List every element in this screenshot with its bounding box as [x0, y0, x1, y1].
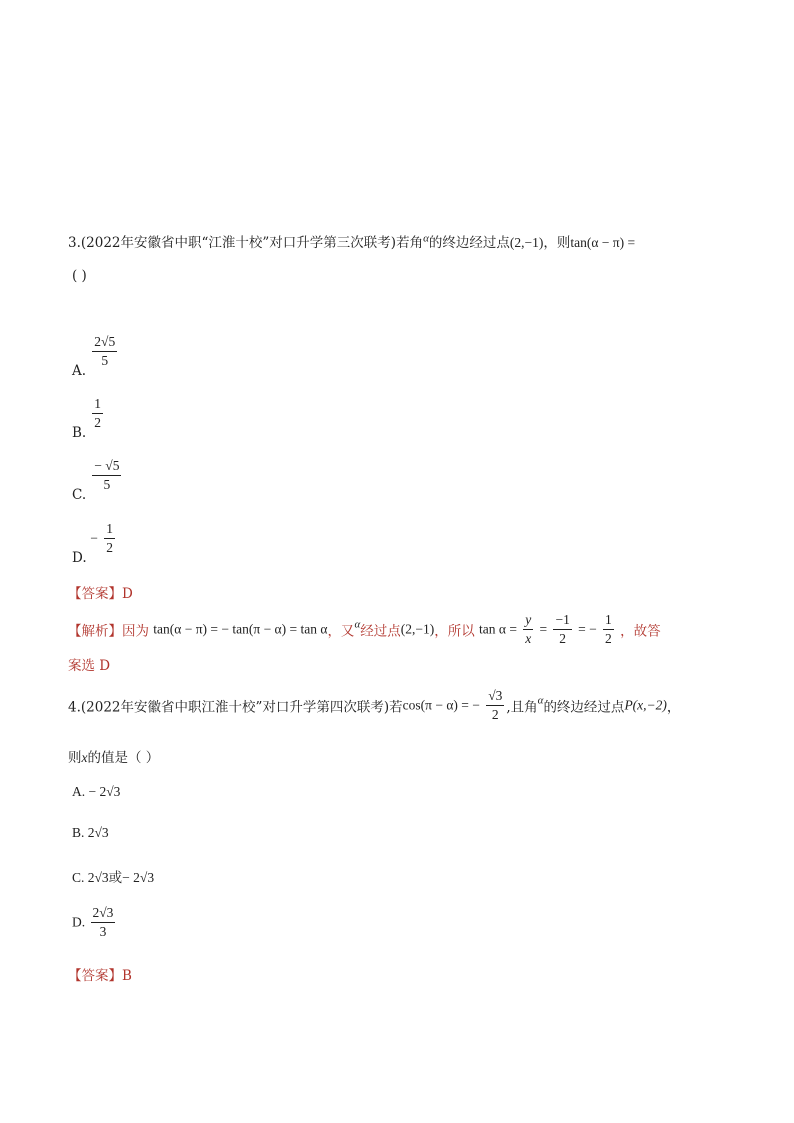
q3-answer: D — [122, 586, 133, 602]
q3-eq: = — [539, 621, 548, 637]
q3-frac-1-2-num: 1 — [603, 612, 614, 630]
q3-option-b-label: B. — [72, 425, 87, 441]
q3-option-b-frac — [92, 396, 103, 431]
q4-line2-b: 的值是（ ） — [87, 750, 160, 766]
q4-option-c-1: C. 2√3 — [72, 870, 109, 885]
q3-option-a-den: 5 — [101, 353, 109, 368]
q4-answer: B — [122, 968, 132, 984]
q3-option-b-den: 2 — [94, 415, 102, 430]
q3-stem: 3.(2022年安徽省中职“江淮十校”对口升学第三次联考)若角 — [68, 235, 424, 251]
q4-line2-a: 则 — [68, 750, 82, 766]
q3-option-a-label: A. — [72, 363, 87, 379]
q4-option-d-num: 2√3 — [91, 905, 116, 923]
q4-point: P(x,−2) — [624, 697, 667, 713]
q3-option-c-den: 5 — [103, 477, 111, 492]
q3-analysis-tag: 【解析】 — [68, 623, 122, 640]
q3-option-d-num: 1 — [104, 521, 115, 539]
q3-frac-neg1-num: −1 — [553, 612, 571, 630]
q3-analysis-line — [68, 612, 661, 647]
q3-analysis-eq: tan(α − π) = − tan(π − α) = tan α — [153, 621, 328, 637]
q3-analysis-1: 因为 — [122, 623, 149, 640]
q3-analysis-point: (2,−1) — [400, 621, 435, 637]
q3-option-c[interactable] — [72, 458, 123, 503]
q3-option-a[interactable] — [72, 334, 119, 379]
q4-option-b[interactable]: B. 2√3 — [72, 825, 109, 840]
q3-analysis-3: 经过点 — [360, 623, 401, 640]
q3-frac-yx — [523, 612, 533, 647]
q4-stem: 4.(2022年安徽省中职江淮十校”对口升学第四次联考)若 — [68, 699, 403, 716]
q3-expr: tan(α − π) = — [570, 235, 636, 250]
q3-option-a-frac — [92, 334, 117, 369]
q3-option-c-label: C. — [72, 487, 87, 503]
q3-answer-line — [68, 582, 133, 602]
q4-frac-den: 2 — [491, 707, 499, 722]
q4-option-d-frac — [91, 905, 116, 940]
q4-alpha: α — [537, 694, 544, 707]
q4-frac-num: √3 — [486, 688, 504, 706]
q3-option-d[interactable] — [72, 521, 117, 566]
q4-line2-x: x — [81, 750, 88, 765]
q3-analysis-tan: tan α = — [479, 621, 517, 637]
q3-option-c-frac — [92, 458, 121, 493]
q4-answer-tag: 【答案】 — [68, 968, 122, 984]
q3-option-a-num: 2√5 — [92, 334, 117, 352]
q4-option-c-3: − 2√3 — [122, 870, 155, 885]
q3-option-b[interactable] — [72, 396, 105, 441]
q3-stem-line — [68, 231, 635, 251]
q3-stem-after-alpha: 的终边经过点 — [428, 235, 510, 251]
q3-option-c-num: − √5 — [92, 458, 121, 476]
q4-option-d[interactable] — [72, 905, 117, 940]
q4-stem-end: ， — [666, 699, 681, 716]
q3-point: (2,−1) — [509, 235, 544, 250]
q3-frac-1-2-den: 2 — [605, 631, 612, 646]
q4-answer-line — [68, 964, 132, 984]
q4-option-c-2: 或 — [108, 870, 123, 885]
q3-option-d-label: D. — [72, 550, 87, 566]
q3-analysis-alpha: α — [354, 618, 361, 631]
q3-frac-neg1-2 — [553, 612, 571, 647]
q3-analysis-2: ，又 — [327, 623, 355, 640]
q4-expr: cos(π − α) = − — [402, 697, 480, 713]
q3-frac-neg1-den: 2 — [559, 631, 567, 646]
q3-alpha: α — [423, 232, 429, 245]
q3-frac-yx-num: y — [523, 612, 533, 630]
q4-stem-after: 的终边经过点 — [543, 699, 625, 716]
q4-frac — [486, 688, 504, 723]
q4-line2 — [68, 746, 159, 766]
q4-option-a[interactable]: A. − 2√3 — [72, 784, 121, 799]
q3-eq2: = − — [578, 621, 597, 637]
q4-option-d-label: D. — [72, 914, 86, 930]
q4-stem-line — [68, 688, 680, 723]
q4-option-c[interactable] — [72, 866, 154, 886]
q3-option-d-prefix: − — [90, 530, 98, 546]
q3-option-b-num: 1 — [92, 396, 103, 414]
q3-frac-1-2 — [603, 612, 614, 647]
q3-analysis-4: ，所以 — [434, 623, 475, 640]
q3-frac-yx-den: x — [525, 631, 532, 646]
q3-stem-tail: ，则 — [543, 235, 571, 251]
q3-option-d-den: 2 — [106, 540, 113, 555]
q4-stem-mid: ,且角 — [506, 699, 538, 716]
q3-answer-tag: 【答案】 — [68, 586, 122, 602]
q3-analysis-6: 案选 D — [68, 658, 111, 674]
q3-paren: ( ) — [72, 268, 87, 284]
q3-analysis-5: ，故答 — [620, 623, 661, 640]
q4-option-d-den: 3 — [99, 924, 107, 939]
q3-option-d-frac — [104, 521, 115, 556]
